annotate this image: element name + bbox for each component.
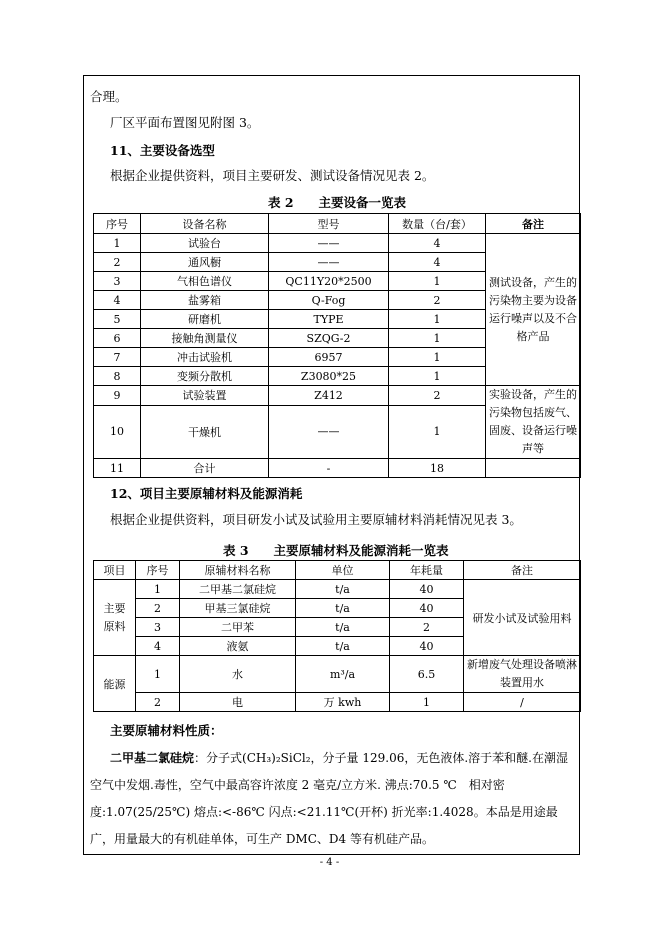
- cell: 气相色谱仪: [141, 272, 269, 291]
- section-11-heading: 11、主要设备选型: [110, 143, 215, 158]
- group-main-materials: 主要原料: [94, 580, 136, 656]
- section-12-heading: 12、项目主要原辅材料及能源消耗: [110, 486, 303, 501]
- note-water: 新增废气处理设备喷淋装置用水: [464, 656, 581, 693]
- note-rd-materials: 研发小试及试验用料: [464, 580, 581, 656]
- properties-heading: 主要原辅材料性质：: [110, 723, 223, 738]
- cell: 1: [390, 693, 464, 712]
- cell: 合计: [141, 459, 269, 478]
- cell: 1: [389, 405, 486, 458]
- header-seq: 序号: [94, 214, 141, 234]
- intro-line-2: 厂区平面布置图见附图 3。: [110, 115, 260, 130]
- cell: 1: [136, 656, 180, 693]
- cell: 试验装置: [141, 386, 269, 406]
- materials-table: [93, 560, 581, 712]
- cell: 3: [94, 272, 141, 291]
- section-12-text: 根据企业提供资料，项目研发小试及试验用主要原辅材料消耗情况见表 3。: [110, 512, 522, 527]
- cell: TYPE: [269, 310, 389, 329]
- properties-paragraph: [90, 745, 577, 853]
- cell: 二甲苯: [180, 618, 296, 637]
- table-3-header-row: [94, 561, 581, 580]
- table-2-caption: 表 2 主要设备一览表: [268, 195, 407, 210]
- cell: 2: [136, 599, 180, 618]
- cell: 6: [94, 329, 141, 348]
- table-row-total: [94, 459, 581, 478]
- note-test-equipment: 测试设备，产生的污染物主要为设备运行噪声以及不合格产品: [486, 234, 581, 386]
- cell: ——: [269, 234, 389, 253]
- header-device-name: 设备名称: [141, 214, 269, 234]
- cell: 盐雾箱: [141, 291, 269, 310]
- cell: 干燥机: [141, 405, 269, 458]
- cell: 40: [390, 637, 464, 656]
- cell: 接触角测量仪: [141, 329, 269, 348]
- cell: 9: [94, 386, 141, 406]
- table-row: [94, 656, 581, 693]
- header-seq: 序号: [136, 561, 180, 580]
- intro-line-1: 合理。: [90, 89, 128, 104]
- cell: 1: [389, 367, 486, 386]
- cell: 2: [389, 386, 486, 406]
- cell: 7: [94, 348, 141, 367]
- cell: t/a: [296, 618, 390, 637]
- material-description: ：分子式(CH₃)₂SiCl₂，分子量 129.06，无色液体.溶于苯和醚.在潮湿空气中发烟.毒性，空气中最高容许浓度 2 毫克/立方米. 沸点:70.5 ℃ 相对密度:1.07(25/25℃) 熔点:<-86℃ 闪点:<21.11℃(开杯) 折光率:1.4028。本品是用途最广，用量最大的有机硅单体，可生产 DMC、D4 等有机硅产品。: [90, 751, 568, 846]
- cell: 1: [94, 234, 141, 253]
- cell: 1: [389, 348, 486, 367]
- cell: 11: [94, 459, 141, 478]
- header-note: 备注: [464, 561, 581, 580]
- header-material-name: 原辅材料名称: [180, 561, 296, 580]
- cell: t/a: [296, 599, 390, 618]
- header-unit: 单位: [296, 561, 390, 580]
- cell: 6.5: [390, 656, 464, 693]
- cell: 3: [136, 618, 180, 637]
- note-electricity: /: [464, 693, 581, 712]
- table-row: [94, 580, 581, 599]
- equipment-table: [93, 213, 581, 478]
- cell: 万 kwh: [296, 693, 390, 712]
- cell: Z412: [269, 386, 389, 406]
- cell: 1: [389, 329, 486, 348]
- cell: 研磨机: [141, 310, 269, 329]
- cell: 4: [389, 234, 486, 253]
- cell-empty: [486, 459, 581, 478]
- cell: ——: [269, 253, 389, 272]
- cell: 2: [136, 693, 180, 712]
- table-2-header-row: [94, 214, 581, 234]
- header-annual-consumption: 年耗量: [390, 561, 464, 580]
- cell: t/a: [296, 580, 390, 599]
- cell: 10: [94, 405, 141, 458]
- table-row: [94, 693, 581, 712]
- cell: 4: [94, 291, 141, 310]
- cell: 冲击试验机: [141, 348, 269, 367]
- cell: m³/a: [296, 656, 390, 693]
- cell: 甲基三氯硅烷: [180, 599, 296, 618]
- cell: 6957: [269, 348, 389, 367]
- header-quantity: 数量（台/套）: [389, 214, 486, 234]
- cell: 8: [94, 367, 141, 386]
- section-11-text: 根据企业提供资料，项目主要研发、测试设备情况见表 2。: [110, 168, 435, 183]
- header-model: 型号: [269, 214, 389, 234]
- cell: 18: [389, 459, 486, 478]
- cell: 通风橱: [141, 253, 269, 272]
- page-number: - 4 -: [319, 857, 340, 868]
- cell: 1: [389, 272, 486, 291]
- table-row: [94, 386, 581, 406]
- cell: 2: [390, 618, 464, 637]
- group-energy: 能源: [94, 656, 136, 712]
- cell: 2: [389, 291, 486, 310]
- cell: 1: [389, 310, 486, 329]
- cell: Z3080*25: [269, 367, 389, 386]
- table-3-caption: 表 3 主要原辅材料及能源消耗一览表: [223, 543, 449, 558]
- cell: 水: [180, 656, 296, 693]
- header-item: 项目: [94, 561, 136, 580]
- cell: 40: [390, 599, 464, 618]
- cell: 液氨: [180, 637, 296, 656]
- cell: 变频分散机: [141, 367, 269, 386]
- cell: 2: [94, 253, 141, 272]
- cell: 4: [389, 253, 486, 272]
- cell: 1: [136, 580, 180, 599]
- cell: 40: [390, 580, 464, 599]
- cell: 4: [136, 637, 180, 656]
- cell: 电: [180, 693, 296, 712]
- cell: Q-Fog: [269, 291, 389, 310]
- cell: 5: [94, 310, 141, 329]
- material-name: 二甲基二氯硅烷: [110, 751, 195, 765]
- note-lab-equipment: 实验设备，产生的污染物包括废气、固废、设备运行噪声等: [486, 386, 581, 459]
- cell: 二甲基二氯硅烷: [180, 580, 296, 599]
- cell: -: [269, 459, 389, 478]
- cell: SZQG-2: [269, 329, 389, 348]
- cell: ——: [269, 405, 389, 458]
- header-note: 备注: [486, 214, 581, 234]
- cell: t/a: [296, 637, 390, 656]
- cell: QC11Y20*2500: [269, 272, 389, 291]
- cell: 试验台: [141, 234, 269, 253]
- table-row: [94, 234, 581, 253]
